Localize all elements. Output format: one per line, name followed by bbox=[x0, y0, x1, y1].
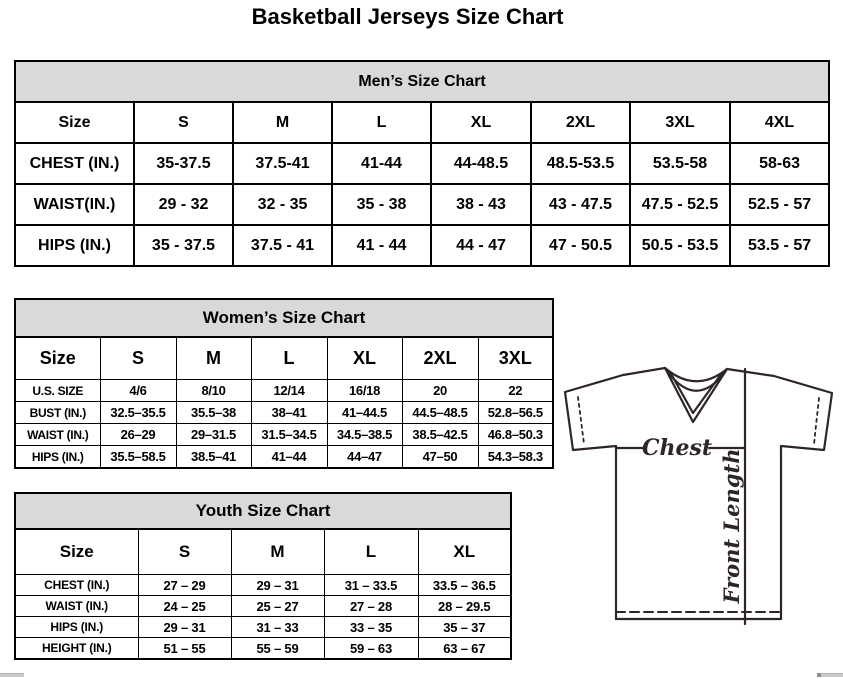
col-header: 3XL bbox=[478, 337, 553, 380]
cell: 53.5-58 bbox=[630, 143, 730, 184]
cell: 31.5–34.5 bbox=[251, 424, 327, 446]
row-label: WAIST(IN.) bbox=[15, 184, 134, 225]
cell: 29–31.5 bbox=[176, 424, 251, 446]
cell: 41–44.5 bbox=[327, 402, 402, 424]
cell: 35.5–58.5 bbox=[100, 446, 176, 469]
cell: 8/10 bbox=[176, 380, 251, 402]
cell: 38.5–42.5 bbox=[402, 424, 478, 446]
cell: 29 – 31 bbox=[231, 575, 324, 596]
cell: 44–47 bbox=[327, 446, 402, 469]
horizontal-scrollbar-fragment-right[interactable] bbox=[817, 673, 843, 677]
table-row bbox=[15, 424, 553, 446]
table-row bbox=[15, 575, 511, 596]
size-column-header: Size bbox=[15, 529, 138, 575]
right-cuff-dashed-seam bbox=[814, 398, 819, 444]
cell: 29 – 31 bbox=[138, 617, 231, 638]
col-header: S bbox=[138, 529, 231, 575]
cell: 35 - 38 bbox=[332, 184, 431, 225]
cell: 52.8–56.5 bbox=[478, 402, 553, 424]
cell: 35.5–38 bbox=[176, 402, 251, 424]
cell: 38.5–41 bbox=[176, 446, 251, 469]
youth-size-table bbox=[14, 492, 512, 660]
jersey-measurement-diagram bbox=[553, 358, 843, 653]
col-header: M bbox=[176, 337, 251, 380]
col-header: XL bbox=[431, 102, 531, 143]
cell: 22 bbox=[478, 380, 553, 402]
cell: 52.5 - 57 bbox=[730, 184, 829, 225]
row-label: U.S. SIZE bbox=[15, 380, 100, 402]
table-row bbox=[15, 184, 829, 225]
cell: 33.5 – 36.5 bbox=[418, 575, 511, 596]
cell: 47 - 50.5 bbox=[531, 225, 630, 266]
row-label: HEIGHT (IN.) bbox=[15, 638, 138, 660]
page-title: Basketball Jerseys Size Chart bbox=[251, 4, 564, 29]
cell: 47.5 - 52.5 bbox=[630, 184, 730, 225]
cell: 35-37.5 bbox=[134, 143, 233, 184]
cell: 41 - 44 bbox=[332, 225, 431, 266]
chest-label: Chest bbox=[641, 435, 713, 461]
cell: 26–29 bbox=[100, 424, 176, 446]
table-row bbox=[15, 402, 553, 424]
row-label: CHEST (IN.) bbox=[15, 575, 138, 596]
cell: 46.8–50.3 bbox=[478, 424, 553, 446]
cell: 58-63 bbox=[730, 143, 829, 184]
row-label: HIPS (IN.) bbox=[15, 617, 138, 638]
cell: 35 - 37.5 bbox=[134, 225, 233, 266]
cell: 47–50 bbox=[402, 446, 478, 469]
cell: 38 - 43 bbox=[431, 184, 531, 225]
col-header: L bbox=[332, 102, 431, 143]
col-header: 2XL bbox=[402, 337, 478, 380]
row-label: HIPS (IN.) bbox=[15, 225, 134, 266]
cell: 31 – 33 bbox=[231, 617, 324, 638]
cell: 51 – 55 bbox=[138, 638, 231, 660]
front-length-label: Front Length bbox=[719, 448, 744, 604]
col-header: XL bbox=[327, 337, 402, 380]
table-row bbox=[15, 638, 511, 660]
cell: 27 – 28 bbox=[324, 596, 418, 617]
cell: 35 – 37 bbox=[418, 617, 511, 638]
cell: 59 – 63 bbox=[324, 638, 418, 660]
cell: 54.3–58.3 bbox=[478, 446, 553, 469]
col-header: L bbox=[251, 337, 327, 380]
table-title: Women’s Size Chart bbox=[15, 299, 553, 337]
cell: 48.5-53.5 bbox=[531, 143, 630, 184]
cell: 55 – 59 bbox=[231, 638, 324, 660]
cell: 63 – 67 bbox=[418, 638, 511, 660]
cell: 32 - 35 bbox=[233, 184, 332, 225]
left-cuff-dashed-seam bbox=[578, 397, 584, 444]
row-label: CHEST (IN.) bbox=[15, 143, 134, 184]
cell: 25 – 27 bbox=[231, 596, 324, 617]
jersey-diagram-svg bbox=[553, 358, 843, 653]
col-header: M bbox=[231, 529, 324, 575]
table-row bbox=[15, 380, 553, 402]
cell: 20 bbox=[402, 380, 478, 402]
cell: 44.5–48.5 bbox=[402, 402, 478, 424]
table-row bbox=[15, 143, 829, 184]
cell: 4/6 bbox=[100, 380, 176, 402]
cell: 44 - 47 bbox=[431, 225, 531, 266]
row-label: HIPS (IN.) bbox=[15, 446, 100, 469]
cell: 43 - 47.5 bbox=[531, 184, 630, 225]
cell: 12/14 bbox=[251, 380, 327, 402]
table-row bbox=[15, 596, 511, 617]
col-header: M bbox=[233, 102, 332, 143]
mens-size-table bbox=[14, 60, 830, 267]
row-label: WAIST (IN.) bbox=[15, 596, 138, 617]
row-label: WAIST (IN.) bbox=[15, 424, 100, 446]
cell: 37.5 - 41 bbox=[233, 225, 332, 266]
cell: 44-48.5 bbox=[431, 143, 531, 184]
womens-size-table bbox=[14, 298, 554, 469]
col-header: 4XL bbox=[730, 102, 829, 143]
cell: 32.5–35.5 bbox=[100, 402, 176, 424]
size-column-header: Size bbox=[15, 337, 100, 380]
table-row bbox=[15, 225, 829, 266]
col-header: L bbox=[324, 529, 418, 575]
cell: 41–44 bbox=[251, 446, 327, 469]
cell: 38–41 bbox=[251, 402, 327, 424]
col-header: S bbox=[134, 102, 233, 143]
scrollbar-nub bbox=[817, 673, 821, 677]
table-title: Youth Size Chart bbox=[15, 493, 511, 529]
cell: 33 – 35 bbox=[324, 617, 418, 638]
table-row bbox=[15, 446, 553, 469]
cell: 37.5-41 bbox=[233, 143, 332, 184]
table-title: Men’s Size Chart bbox=[15, 61, 829, 102]
cell: 27 – 29 bbox=[138, 575, 231, 596]
row-label: BUST (IN.) bbox=[15, 402, 100, 424]
cell: 41-44 bbox=[332, 143, 431, 184]
cell: 24 – 25 bbox=[138, 596, 231, 617]
size-column-header: Size bbox=[15, 102, 134, 143]
col-header: 3XL bbox=[630, 102, 730, 143]
col-header: XL bbox=[418, 529, 511, 575]
table-row bbox=[15, 617, 511, 638]
cell: 50.5 - 53.5 bbox=[630, 225, 730, 266]
horizontal-scrollbar-fragment-left[interactable] bbox=[0, 673, 24, 677]
col-header: 2XL bbox=[531, 102, 630, 143]
cell: 53.5 - 57 bbox=[730, 225, 829, 266]
col-header: S bbox=[100, 337, 176, 380]
cell: 31 – 33.5 bbox=[324, 575, 418, 596]
cell: 29 - 32 bbox=[134, 184, 233, 225]
cell: 28 – 29.5 bbox=[418, 596, 511, 617]
cell: 16/18 bbox=[327, 380, 402, 402]
cell: 34.5–38.5 bbox=[327, 424, 402, 446]
